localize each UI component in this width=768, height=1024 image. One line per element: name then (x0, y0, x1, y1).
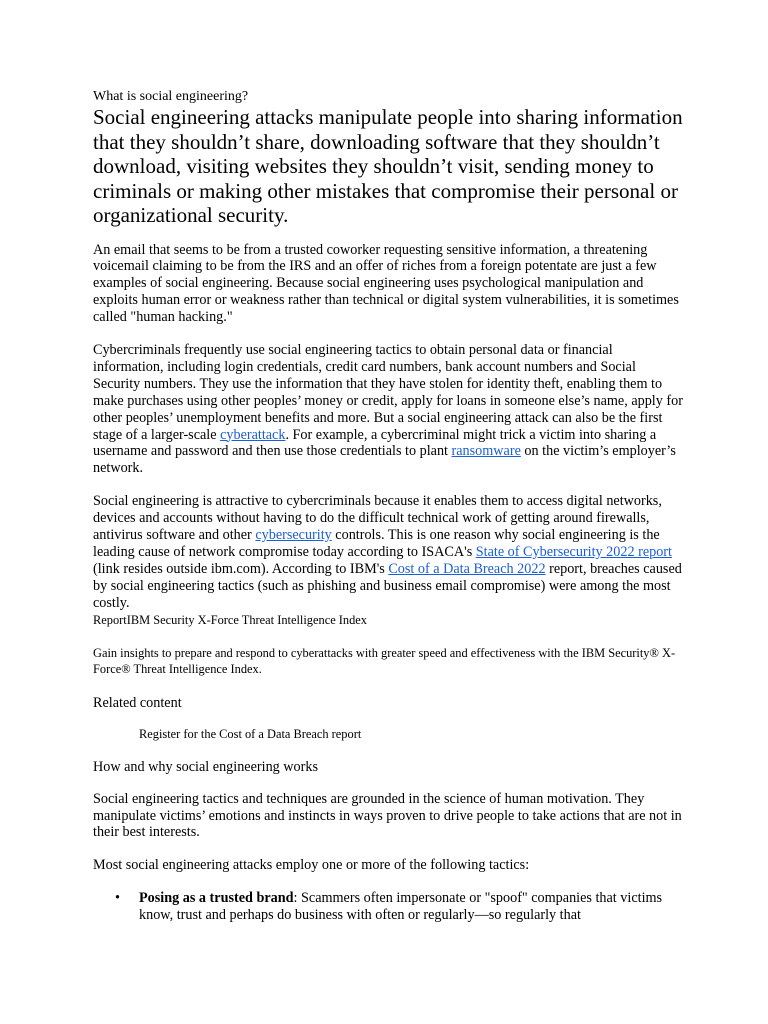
paragraph-text: Cybercriminals frequently use social engineering tactics to obtain personal data or financial information, including login credentials, credit card numbers, bank account numbers and Social Security numbers. They use the information that they have stolen for identity theft, enabling them to make purchases using other peoples’ money or credit, apply for loans in someone else’s name, apply for other peoples’ unemployment benefits and more. But a social engineering attack can also be the first stage of a larger-scale (93, 342, 683, 443)
kicker-text: What is social engineering? (93, 89, 249, 104)
register-report-link[interactable]: Register for the Cost of a Data Breach report (139, 726, 362, 741)
paragraph-text: controls. This is one reason why social engineering is the leading cause of network compromise today according to ISACA's (93, 527, 660, 560)
bullet-icon: • (115, 890, 120, 907)
paragraph-text: (link resides outside ibm.com). According to IBM's (93, 560, 389, 577)
document-page (93, 88, 683, 924)
paragraph-cybercriminals (93, 342, 683, 477)
paragraph-text: on the victim’s employer’s network. (93, 443, 676, 477)
cyberattack-link[interactable]: cyberattack (220, 426, 286, 443)
tactic-title: Posing as a trusted brand (139, 890, 294, 907)
related-content-heading: Related content (93, 694, 182, 711)
paragraph-attractive (93, 493, 683, 611)
paragraph-motivation: Social engineering tactics and techniques are grounded in the science of human motivation. They manipulate victims’ emotions and instincts in ways proven to drive people to take actions that are not in their best interests. (93, 790, 682, 841)
cost-of-data-breach-link[interactable]: Cost of a Data Breach 2022 (388, 560, 546, 577)
lead-heading: Social engineering attacks manipulate people into sharing information that they shouldn’t share, downloading software that they shouldn’t download, visiting websites they shouldn’t visit, sending money to criminals or making other mistakes that compromise their personal or organizational security. (93, 105, 683, 227)
tactics-list (93, 890, 683, 924)
paragraph-tactics-intro: Most social engineering attacks employ one or more of the following tactics: (93, 857, 530, 874)
list-item (115, 890, 683, 924)
state-of-cybersecurity-link[interactable]: State of Cybersecurity 2022 report (475, 544, 672, 560)
paragraph-text: . For example, a cybercriminal might trick a victim into sharing a username and password and then use those credentials to plant (93, 426, 657, 460)
ransomware-link[interactable]: ransomware (451, 443, 521, 460)
report-description: Gain insights to prepare and respond to cyberattacks with greater speed and effectiveness with the IBM Security® X-Force® Threat Intelligence Index. (93, 645, 676, 677)
how-and-why-heading: How and why social engineering works (93, 758, 318, 775)
paragraph-intro: An email that seems to be from a trusted coworker requesting sensitive information, a threatening voicemail claiming to be from the IRS and an offer of riches from a foreign potentate are just a few examples of social engineering. Because social engineering uses psychological manipulation and exploits human error or weakness rather than technical or digital system vulnerabilities, it is sometimes called "human hacking." (93, 241, 679, 326)
cybersecurity-link[interactable]: cybersecurity (255, 527, 332, 544)
paragraph-text: report, breaches caused by social engineering tactics (such as phishing and business email compromise) were among the most costly. (93, 560, 682, 611)
paragraph-text: Social engineering is attractive to cybercriminals because it enables them to access digital networks, devices and accounts without having to do the difficult technical work of getting around firewalls, antivirus software and other (93, 493, 662, 544)
tactic-text: : Scammers often impersonate or "spoof" companies that victims know, trust and perhaps do business with often or regularly—so regularly that (139, 890, 663, 924)
report-label: ReportIBM Security X-Force Threat Intelligence Index (93, 612, 367, 627)
